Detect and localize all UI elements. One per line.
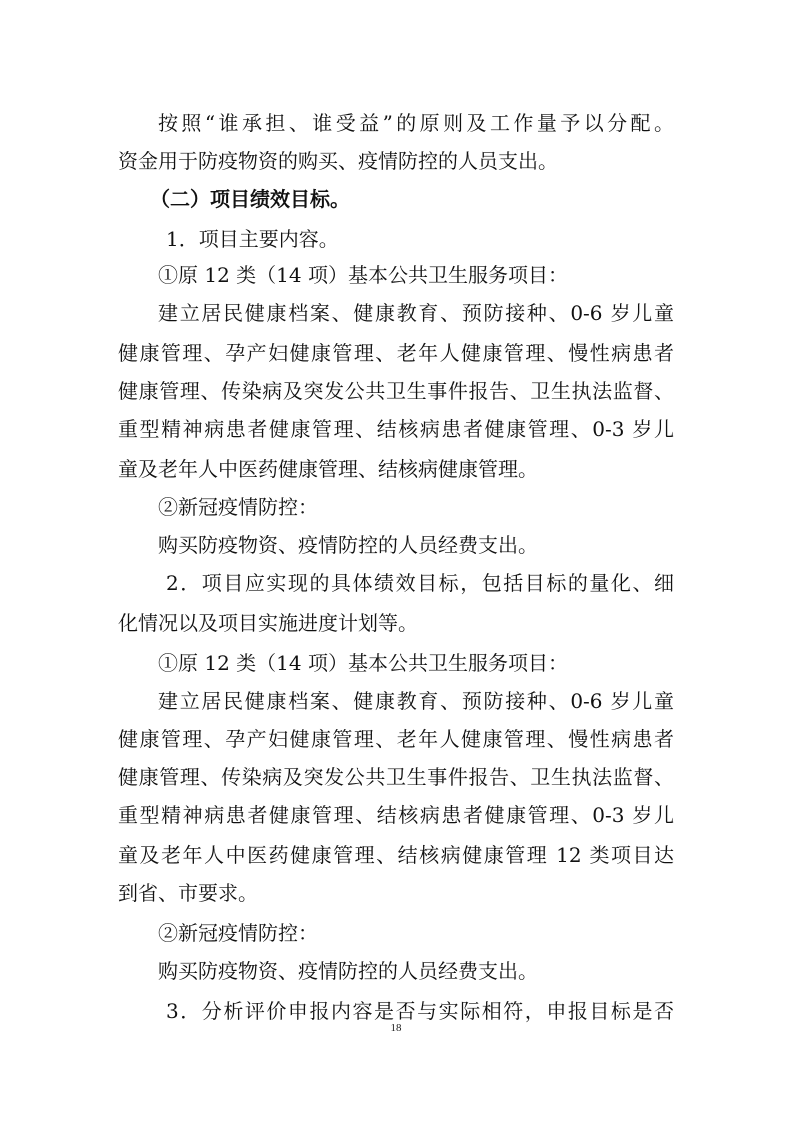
section-heading: （二）项目绩效目标。 <box>150 187 350 211</box>
item-heading: ①原 12 类（14 项）基本公共卫生服务项目： <box>158 263 568 287</box>
paragraph-line: 重型精神病患者健康管理、结核病患者健康管理、0-3 岁儿 <box>118 417 674 441</box>
page-number: 18 <box>390 1022 402 1034</box>
paragraph-line: 化情况以及项目实施进度计划等。 <box>118 611 418 635</box>
paragraph-line: 2．项目应实现的具体绩效目标，包括目标的量化、细 <box>166 571 674 595</box>
paragraph-line: 健康管理、孕产妇健康管理、老年人健康管理、慢性病患者 <box>118 341 674 365</box>
paragraph-line: 童及老年人中医药健康管理、结核病健康管理 12 类项目达 <box>118 843 674 867</box>
paragraph-line: 购买防疫物资、疫情防控的人员经费支出。 <box>158 959 538 983</box>
item-heading: ②新冠疫情防控： <box>158 495 318 519</box>
paragraph-line: 资金用于防疫物资的购买、疫情防控的人员支出。 <box>118 149 558 173</box>
paragraph-line: 健康管理、传染病及突发公共卫生事件报告、卫生执法监督、 <box>118 765 674 789</box>
paragraph-line: 建立居民健康档案、健康教育、预防接种、0-6 岁儿童 <box>158 301 674 325</box>
paragraph-line: 购买防疫物资、疫情防控的人员经费支出。 <box>158 533 538 557</box>
paragraph-line: 到省、市要求。 <box>118 881 258 905</box>
paragraph-line: 健康管理、传染病及突发公共卫生事件报告、卫生执法监督、 <box>118 379 674 403</box>
paragraph-line: 3．分析评价申报内容是否与实际相符，申报目标是否 <box>166 999 674 1023</box>
item-heading: ②新冠疫情防控： <box>158 921 318 945</box>
paragraph-line: 重型精神病患者健康管理、结核病患者健康管理、0-3 岁儿 <box>118 803 674 827</box>
paragraph-line: 童及老年人中医药健康管理、结核病健康管理。 <box>118 457 538 481</box>
paragraph-line: 健康管理、孕产妇健康管理、老年人健康管理、慢性病患者 <box>118 727 674 751</box>
paragraph-line: 按照“谁承担、谁受益”的原则及工作量予以分配。 <box>158 111 674 135</box>
item-heading: ①原 12 类（14 项）基本公共卫生服务项目： <box>158 651 568 675</box>
paragraph-line: 建立居民健康档案、健康教育、预防接种、0-6 岁儿童 <box>158 689 674 713</box>
subsection-heading: 1．项目主要内容。 <box>166 227 339 251</box>
